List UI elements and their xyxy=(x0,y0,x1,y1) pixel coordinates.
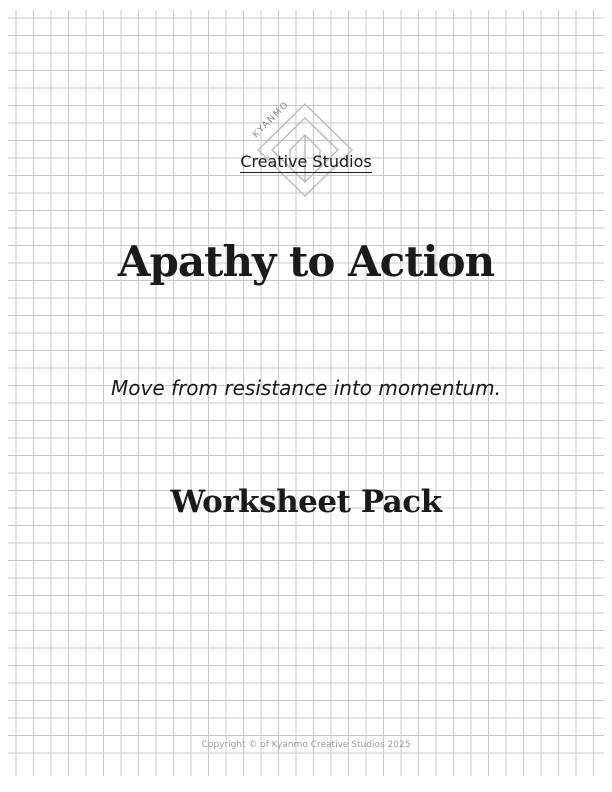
tagline: Move from resistance into momentum. xyxy=(111,376,501,400)
logo-brand-name xyxy=(0,151,612,173)
page-title: Apathy to Action xyxy=(117,237,495,286)
page-subtitle: Worksheet Pack xyxy=(170,484,442,520)
logo-brand-small: KYANMO xyxy=(251,99,292,141)
logo-mark-icon xyxy=(220,100,390,200)
copyright-notice: Copyright © of Kyanmo Creative Studios 2025 xyxy=(201,740,411,750)
logo-brand-name-text: Creative Studios xyxy=(240,152,372,171)
